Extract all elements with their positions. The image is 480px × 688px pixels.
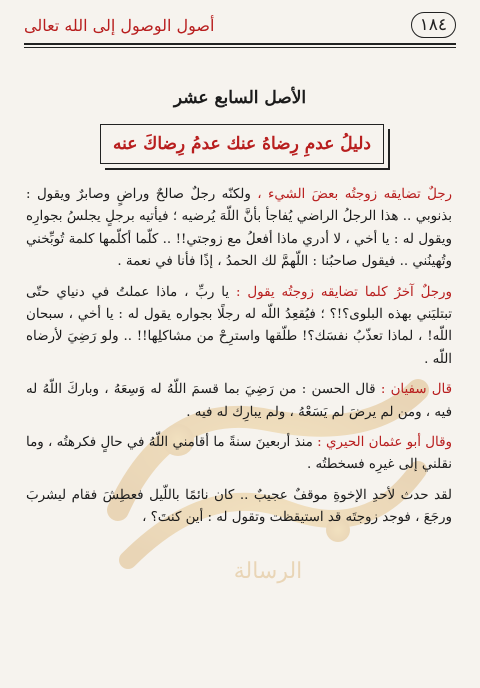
running-title: أصول الوصول إلى الله تعالى bbox=[24, 15, 215, 35]
svg-text:الرسالة: الرسالة bbox=[233, 559, 303, 584]
paragraph-text: قال الحسن : من رَضِيَ بما قسمَ اللّهُ له وَسِعَهُ ، وباركَ اللّهُ له فيه ، ومن لم يرضَ لم يَسَعْهُ ، ولم يبارِك له فيه . bbox=[26, 382, 452, 420]
paragraph-text: لقد حدث لأحدِ الإخوةِ موقفٌ عجيبٌ .. كان نائمًا باللّيل فعطِشَ فقام ليشربَ ورجَعَ ، فوجد زوجتَه قد استيقظت وتقول له : أين كنتَ؟ ، bbox=[26, 487, 452, 526]
paragraph-text: ولكنّه رجلٌ صالحٌ وراضٍ وصابرٌ ويقول : بذنوبي .. هذا الرجلُ الراضي يُفاجأ بأنَّ اللّهَ يُرضيه ؛ فيأتيه برجلٍ يجلسُ بجوارِه ويقول له : يا أخي ، لا أدري ماذا أفعلُ مع زوجتي!! .. كلّما أكلّمها كلمة تُوبِّخني وتُهينُني .. فيقول صاحبُنا : اللّهمَّ لك الحمدُ ، إذًا فأنا في نعمة . bbox=[26, 187, 452, 270]
body-text bbox=[26, 184, 452, 538]
paragraph-5 bbox=[26, 485, 452, 530]
paragraph-2 bbox=[26, 282, 452, 372]
paragraph-lead: وقال أبو عثمان الحيري : bbox=[317, 435, 452, 451]
paragraph-lead: قال سفيان : bbox=[380, 382, 452, 398]
paragraph-1 bbox=[26, 184, 452, 274]
header-rule bbox=[24, 43, 456, 45]
chapter-label: الأصل السابع عشر bbox=[173, 88, 307, 108]
paragraph-4 bbox=[26, 432, 452, 477]
header-rule-thin bbox=[24, 47, 456, 48]
paragraph-text: منذ أربعينَ سنةً ما أقامني اللّهُ في حالٍ فكرهتُه ، وما نقلني إلى غيرِه فسخطتُه . bbox=[26, 435, 452, 473]
page-number: ١٨٤ bbox=[411, 12, 456, 38]
paragraph-lead: ورجلٌ آخرُ كلما تضايقه زوجتُه يقول : bbox=[236, 284, 452, 300]
paragraph-lead: رجلٌ تضايقه زوجتُه بعضَ الشيء ، bbox=[257, 187, 452, 202]
page-header bbox=[24, 10, 456, 40]
paragraph-3 bbox=[26, 379, 452, 424]
paragraph-text: يا ربِّ ، ماذا عملتُ في دنياي حتّى تبتليَني بهذه البلوى؟!؟ ؛ فيُقعِدُ اللّه له رجلًا بجواره يقول له : يا أخي ، سبحان اللّه! ، لماذا تعذّبُ نفسَك؟! طلّقها واسترِحْ من مشاكلِها!! .. ولو رَضِيَ لأرضاه اللّه . bbox=[26, 284, 452, 367]
chapter-title-box bbox=[100, 124, 384, 164]
chapter-title: دليلُ عدمِ رِضاهُ عنك عدمُ رِضاكَ عنه bbox=[113, 134, 372, 154]
